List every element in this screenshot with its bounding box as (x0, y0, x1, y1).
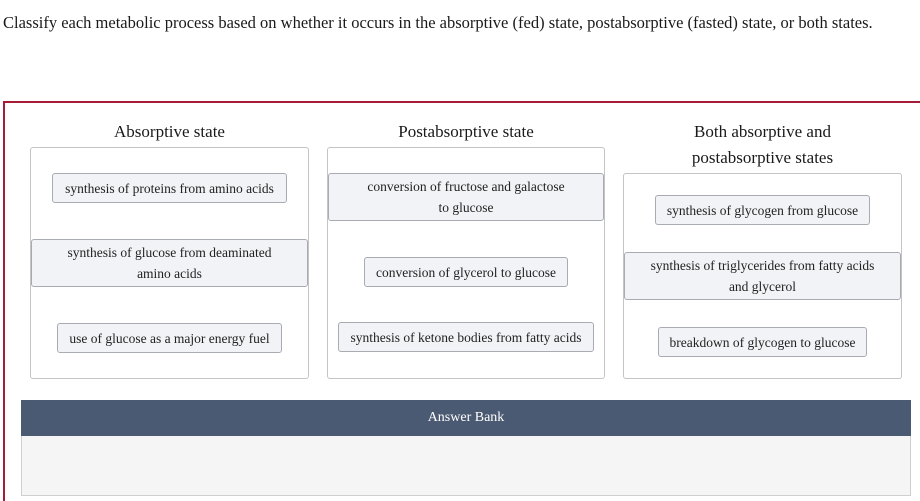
drag-item[interactable]: conversion of fructose and galactose to glucose (328, 173, 604, 221)
drag-item[interactable]: use of glucose as a major energy fuel (57, 323, 282, 353)
answer-bank-dropzone[interactable] (21, 436, 911, 496)
drag-item[interactable]: synthesis of glycogen from glucose (655, 195, 870, 225)
column-title-postabsorptive: Postabsorptive state (398, 122, 534, 141)
drag-item[interactable]: synthesis of ketone bodies from fatty acids (338, 322, 594, 352)
answer-bank-header: Answer Bank (21, 400, 911, 436)
drag-item[interactable]: breakdown of glycogen to glucose (658, 327, 867, 357)
column-title-absorptive: Absorptive state (114, 122, 225, 141)
question-prompt: Classify each metabolic process based on whether it occurs in the absorptive (fed) state, postabsorptive (fasted) state, or both states. (3, 13, 873, 32)
drag-item[interactable]: synthesis of triglycerides from fatty acids and glycerol (624, 252, 901, 300)
drag-item[interactable]: synthesis of proteins from amino acids (52, 173, 287, 203)
drag-item[interactable]: synthesis of glucose from deaminated amino acids (31, 239, 308, 287)
drag-item[interactable]: conversion of glycerol to glucose (364, 257, 568, 287)
column-title-both: Both absorptive and postabsorptive states (691, 122, 834, 167)
